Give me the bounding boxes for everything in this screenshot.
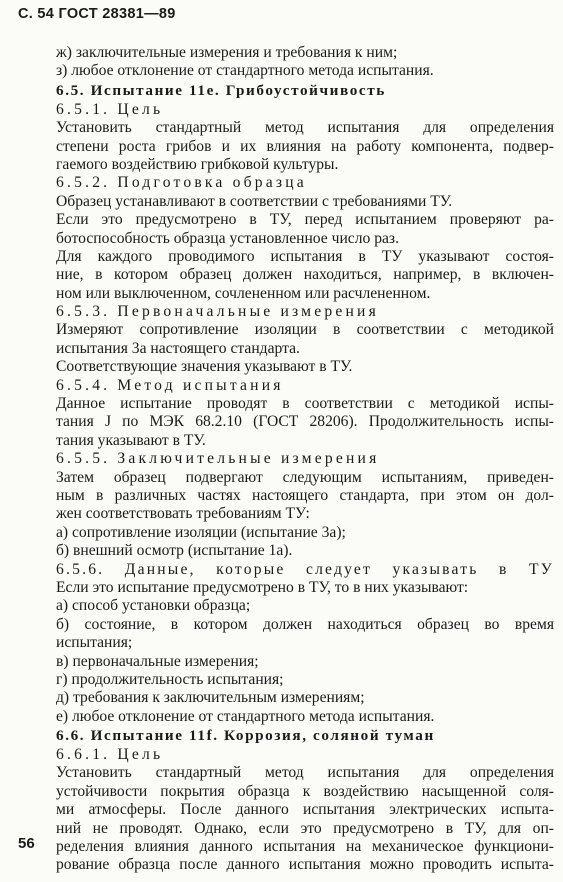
text-line: Соответствующие значения указывают в ТУ.	[56, 358, 353, 376]
text-line: а) способ установки образца;	[56, 597, 251, 615]
text-line: ным в различных частях настоящего стандарта, при этом он дол-	[56, 486, 554, 504]
text-line: ми атмосферы. После данного испытания электрических испыта-	[56, 801, 554, 819]
text-line: ном или выключенном, сочлененном или расчлененном.	[56, 284, 431, 302]
subsection-heading: 6.6.1. Цель	[56, 746, 164, 764]
text-line: ние, в котором образец должен находиться, например, в включен-	[56, 266, 554, 284]
text-line: устойчивости покрытия образца к воздействию насыщенной соля-	[56, 782, 554, 800]
text-line: ределения влияния данного испытания на механическое функциони-	[56, 838, 554, 856]
text-line: ботоспособность образца установленное число раз.	[56, 229, 399, 247]
subsection-heading: 6.5.1. Цель	[56, 100, 164, 118]
text-line: рование образца после данного испытания можно проводить испыта-	[56, 856, 554, 874]
text-line: б) состояние, в котором должен находиться образец во время	[56, 615, 554, 633]
text-line: тания J по МЭК 68.2.10 (ГОСТ 28206). Продолжительность испы-	[56, 413, 554, 431]
text-line: Установить стандартный метод испытания для определения	[56, 119, 554, 137]
text-line: Данное испытание проводят в соответствии с методикой испы-	[56, 395, 554, 413]
text-line: Для каждого проводимого испытания в ТУ указывают состоя-	[56, 247, 554, 265]
subsection-heading: 6.5.2. Подготовка образца	[56, 174, 307, 192]
text-line: испытания 3а настоящего стандарта.	[56, 339, 300, 357]
subsection-heading: 6.5.3. Первоначальные измерения	[56, 303, 379, 321]
subsection-heading: 6.5.6. Данные, которые следует указывать в ТУ	[56, 560, 554, 578]
text-line: тания указывают в ТУ.	[56, 431, 206, 449]
text-line: д) требования к заключительным измерениям;	[56, 689, 365, 707]
text-line: Образец устанавливают в соответствии с требованиями ТУ.	[56, 192, 453, 210]
section-heading: 6.5. Испытание 11е. Грибоустойчивость	[56, 81, 386, 99]
text-line: Затем образец подвергают следующим испытаниям, приведен-	[56, 468, 554, 486]
text-line: е) любое отклонение от стандартного метода испытания.	[56, 707, 435, 725]
subsection-heading: 6.5.5. Заключительные измерения	[56, 450, 380, 468]
section-heading: 6.6. Испытание 11f. Коррозия, соляной туман	[56, 727, 435, 745]
page-header: С. 54 ГОСТ 28381—89	[18, 6, 176, 22]
text-line: б) внешний осмотр (испытание 1а).	[56, 542, 293, 560]
text-line: Установить стандартный метод испытания для определения	[56, 764, 554, 782]
text-line: а) сопротивление изоляции (испытание 3а);	[56, 523, 346, 541]
text-line: Если это испытание предусмотрено в ТУ, то в них указывают:	[56, 578, 469, 596]
text-line: ний не проводят. Однако, если это предусмотрено в ТУ, для оп-	[56, 819, 554, 837]
text-line: Измеряют сопротивление изоляции в соответствии с методикой	[56, 321, 554, 339]
text-line: испытания;	[56, 634, 133, 652]
text-line: жен соответствовать требованиям ТУ:	[56, 505, 310, 523]
text-line: гаемого воздействию грибковой культуры.	[56, 155, 339, 173]
document-body	[56, 44, 554, 875]
text-line: г) продолжительность испытания;	[56, 670, 284, 688]
text-line: ж) заключительные измерения и требования к ним;	[56, 44, 398, 61]
text-line: з) любое отклонение от стандартного метода испытания.	[56, 62, 434, 80]
text-line: в) первоначальные измерения;	[56, 652, 259, 670]
text-line: степени роста грибов и их влияния на работу компонента, подвер-	[56, 137, 554, 155]
subsection-heading: 6.5.4. Метод испытания	[56, 376, 284, 394]
text-line: Если это предусмотрено в ТУ, перед испытанием проверяют ра-	[56, 211, 554, 229]
page-number: 56	[18, 835, 35, 852]
